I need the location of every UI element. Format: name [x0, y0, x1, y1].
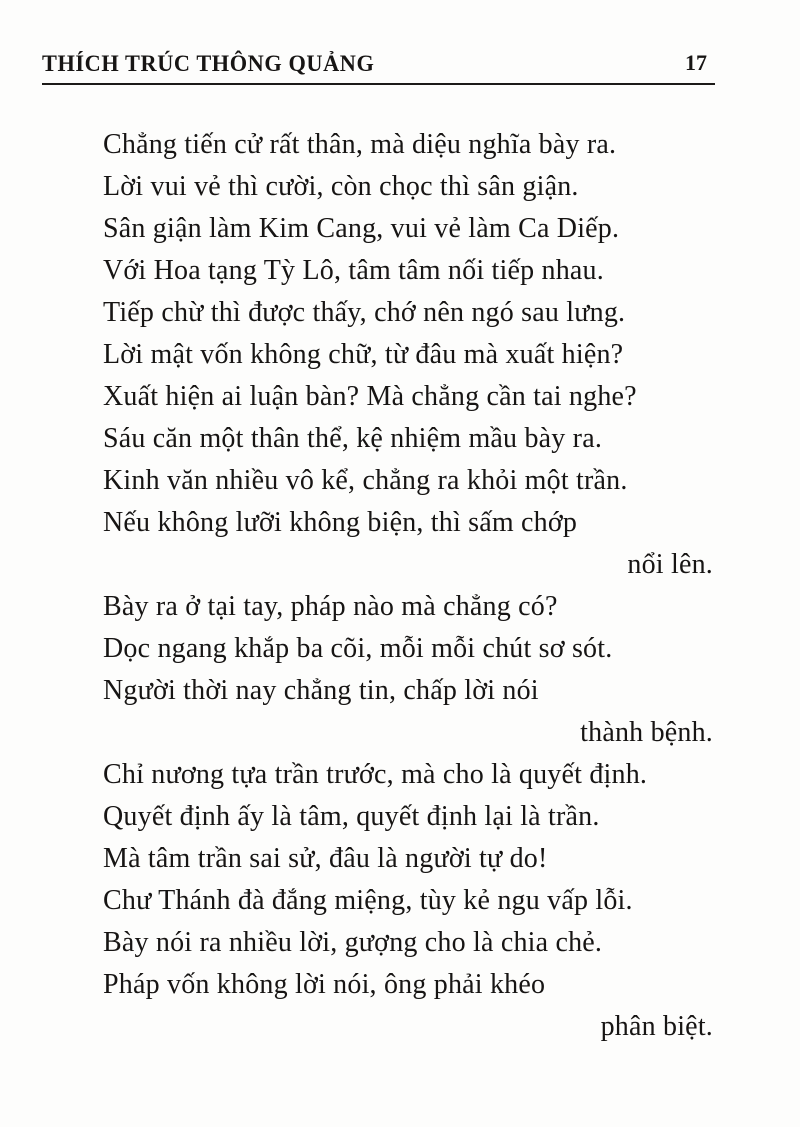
verse-line: Bày ra ở tại tay, pháp nào mà chẳng có?: [103, 591, 558, 622]
verse-line: Bày nói ra nhiều lời, gượng cho là chia chẻ.: [103, 927, 603, 958]
page-number: 17: [685, 50, 707, 75]
verse-line: Lời vui vẻ thì cười, còn chọc thì sân giận.: [103, 171, 579, 202]
verse-line: Lời mật vốn không chữ, từ đâu mà xuất hiện?: [103, 339, 624, 370]
verse-line: Sáu căn một thân thể, kệ nhiệm mầu bày ra.: [103, 423, 603, 454]
verse-line: Quyết định ấy là tâm, quyết định lại là trần.: [103, 801, 600, 832]
verse-line: Nếu không lưỡi không biện, thì sấm chớp: [103, 507, 578, 538]
running-header: [42, 50, 715, 85]
verse-block: [103, 124, 713, 1048]
verse-line: Tiếp chừ thì được thấy, chớ nên ngó sau lưng.: [103, 297, 626, 328]
verse-line: Dọc ngang khắp ba cõi, mỗi mỗi chút sơ sót.: [103, 633, 613, 664]
verse-line: Chẳng tiến cử rất thân, mà diệu nghĩa bày ra.: [103, 129, 617, 160]
verse-line: Kinh văn nhiều vô kể, chẳng ra khỏi một trần.: [103, 465, 628, 496]
verse-line: thành bệnh.: [580, 717, 713, 748]
verse-line: Xuất hiện ai luận bàn? Mà chẳng cần tai nghe?: [103, 381, 637, 412]
verse-line: Người thời nay chẳng tin, chấp lời nói: [103, 675, 539, 706]
verse-line: nổi lên.: [627, 549, 713, 580]
verse-line: Sân giận làm Kim Cang, vui vẻ làm Ca Diếp.: [103, 213, 620, 244]
page-title: THÍCH TRÚC THÔNG QUẢNG: [42, 50, 375, 76]
verse-line: Mà tâm trần sai sử, đâu là người tự do!: [103, 843, 548, 874]
verse-line: Với Hoa tạng Tỳ Lô, tâm tâm nối tiếp nhau.: [103, 255, 604, 286]
verse-line: phân biệt.: [600, 1011, 713, 1042]
verse-line: Chỉ nương tựa trần trước, mà cho là quyết định.: [103, 759, 648, 790]
verse-line: Pháp vốn không lời nói, ông phải khéo: [103, 969, 546, 1000]
verse-line: Chư Thánh đà đắng miệng, tùy kẻ ngu vấp lỗi.: [103, 885, 633, 916]
